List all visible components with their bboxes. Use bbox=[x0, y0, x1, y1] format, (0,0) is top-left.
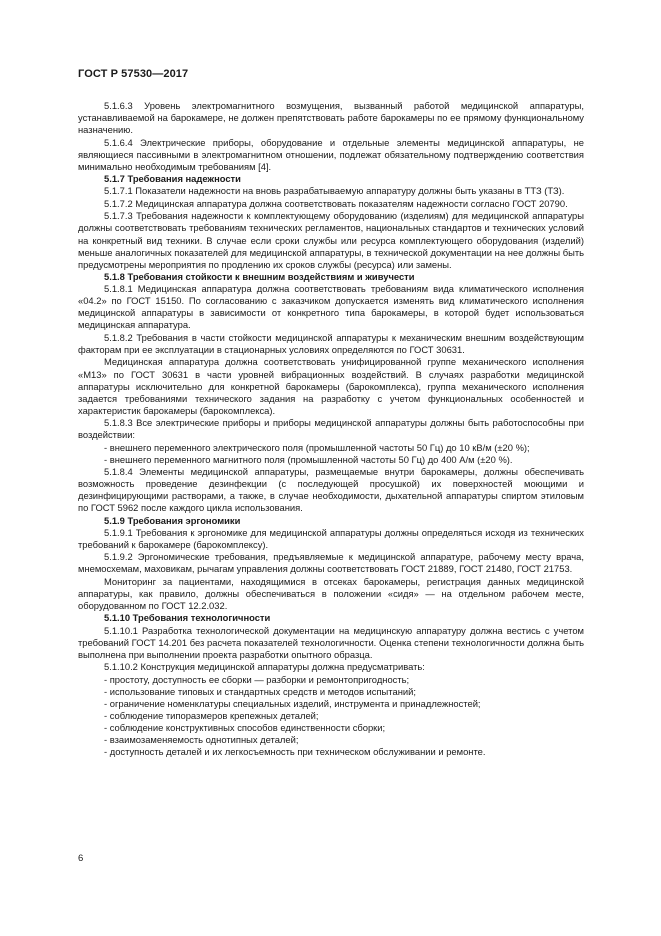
heading-5-1-7: 5.1.7 Требования надежности bbox=[104, 173, 241, 185]
heading-5-1-8: 5.1.8 Требования стойкости к внешним воздействиям и живучести bbox=[104, 271, 415, 283]
page-header: ГОСТ Р 57530—2017 bbox=[78, 68, 189, 80]
list-item-fastener-sizes: - соблюдение типоразмеров крепежных деталей; bbox=[104, 709, 319, 721]
list-item-standard-means: - использование типовых и стандартных средств и методов испытаний; bbox=[104, 685, 416, 697]
paragraph-5-1-8-2: 5.1.8.2 Требования в части стойкости медицинской аппаратуры к механическим внешним воздействующим факторам при ее эксплуатации в стационарных условиях определяются по ГОСТ 30631. bbox=[78, 331, 584, 355]
list-item-assembly-methods: - соблюдение конструктивных способов единственности сборки; bbox=[104, 721, 386, 733]
paragraph-monitoring: Мониторинг за пациентами, находящимися в отсеках барокамеры, регистрация данных медицинской аппаратуры, как правило, должны обеспечиваться в положении «сидя» — на отдельном рабочем месте, оборудованном по ГОСТ 12.2.032. bbox=[78, 575, 584, 611]
list-item-interchangeability: - взаимозаменяемость однотипных деталей; bbox=[104, 733, 299, 745]
list-item-simplicity: - простоту, доступность ее сборки — разборки и ремонтопригодность; bbox=[104, 673, 410, 685]
list-item-accessibility: - доступность деталей и их легкосъемность при техническом обслуживании и ремонте. bbox=[104, 745, 486, 757]
paragraph-5-1-9-1: 5.1.9.1 Требования к эргономике для медицинской аппаратуры должны определяться исходя из технических требований к барокамере (барокомплексу). bbox=[78, 526, 584, 550]
paragraph-5-1-6-3: 5.1.6.3 Уровень электромагнитного возмущения, вызванный работой медицинской аппаратуры, устанавливаемой на барокамере, не должен препятствовать работе барокамеры по ее прямому функциональному назначению. bbox=[78, 100, 584, 136]
heading-5-1-9: 5.1.9 Требования эргономики bbox=[104, 514, 241, 526]
list-item-nomenclature: - ограничение номенклатуры специальных изделий, инструмента и принадлежностей; bbox=[104, 697, 481, 709]
document-body bbox=[78, 100, 584, 758]
heading-5-1-10: 5.1.10 Требования технологичности bbox=[104, 612, 271, 624]
paragraph-5-1-8-1: 5.1.8.1 Медицинская аппаратура должна соответствовать требованиям вида климатического исполнения «04.2» по ГОСТ 15150. По согласованию с заказчиком допускается изменять вид климатического исполнения медицинской аппаратуры в зависимости от конкретного типа барокамеры, в которой будет использоваться медицинская аппаратура. bbox=[78, 283, 584, 331]
paragraph-m13: Медицинская аппаратура должна соответствовать унифицированной группе механического исполнения «М13» по ГОСТ 30631 в части уровней вибрационных воздействий. В случаях разработки медицинской аппаратуры исключительно для конкретной барокамеры (барокомплекса), группа механического исполнения задается требованиями технического задания на разработку с учетом функциональных особенностей и характеристик барокамеры (барокомплекса). bbox=[78, 356, 584, 416]
paragraph-5-1-7-1: 5.1.7.1 Показатели надежности на вновь разрабатываемую аппаратуру должны быть указаны в ТТЗ (ТЗ). bbox=[104, 185, 565, 197]
paragraph-5-1-10-1: 5.1.10.1 Разработка технологической документации на медицинскую аппаратуру должна вестись с учетом требований ГОСТ 14.201 без расчета показателей технологичности. Оценка степени технологичности должна быть выполнена при выполнении проекта разработки опытного образца. bbox=[78, 624, 584, 660]
list-item-electric-field: - внешнего переменного электрического поля (промышленной частоты 50 Гц) до 10 кВ/м (±20 %); bbox=[104, 441, 530, 453]
paragraph-5-1-8-3: 5.1.8.3 Все электрические приборы и приборы медицинской аппаратуры должны быть работоспособны при воздействии: bbox=[78, 417, 584, 441]
paragraph-5-1-7-2: 5.1.7.2 Медицинская аппаратура должна соответствовать показателям надежности согласно ГОСТ 20790. bbox=[104, 197, 568, 209]
list-item-magnetic-field: - внешнего переменного магнитного поля (промышленной частоты 50 Гц) до 400 А/м (±20 %). bbox=[104, 453, 513, 465]
page-number: 6 bbox=[78, 853, 84, 864]
paragraph-5-1-10-2: 5.1.10.2 Конструкция медицинской аппаратуры должна предусматривать: bbox=[104, 661, 425, 673]
paragraph-5-1-7-3: 5.1.7.3 Требования надежности к комплектующему оборудованию (изделиям) для медицинской аппаратуры должны соответствовать требованиям технических регламентов, национальных стандартов и технических условий на конкретный вид техники. В случае если сроки службы или ресурса комплектующего оборудования (изделий) меньше аналогичных показателей для медицинской аппаратуры, в технической документации на нее должны быть предусмотрены мероприятия по продлению их сроков службы (ресурса) или замены. bbox=[78, 210, 584, 270]
paragraph-5-1-9-2: 5.1.9.2 Эргономические требования, предъявляемые к медицинской аппаратуре, рабочему месту врача, мнемосхемам, маховикам, рычагам управления должны соответствовать ГОСТ 21889, ГОСТ 21480, ГОСТ 21753. bbox=[78, 551, 584, 575]
paragraph-5-1-8-4: 5.1.8.4 Элементы медицинской аппаратуры, размещаемые внутри барокамеры, должны обеспечивать возможность проведение дезинфекции (с последующей просушкой) их поверхностей моющими и дезинфицирующими растворами, а также, в случае необходимости, дыхательной аппаратуры спиртом этиловым по ГОСТ 5962 после каждого цикла использования. bbox=[78, 465, 584, 514]
paragraph-5-1-6-4: 5.1.6.4 Электрические приборы, оборудование и отдельные элементы медицинской аппаратуры, не являющиеся пассивными в электромагнитном отношении, подлежат обязательному подтверждению соответствия минимально необходимым требованиям [4]. bbox=[78, 136, 584, 172]
